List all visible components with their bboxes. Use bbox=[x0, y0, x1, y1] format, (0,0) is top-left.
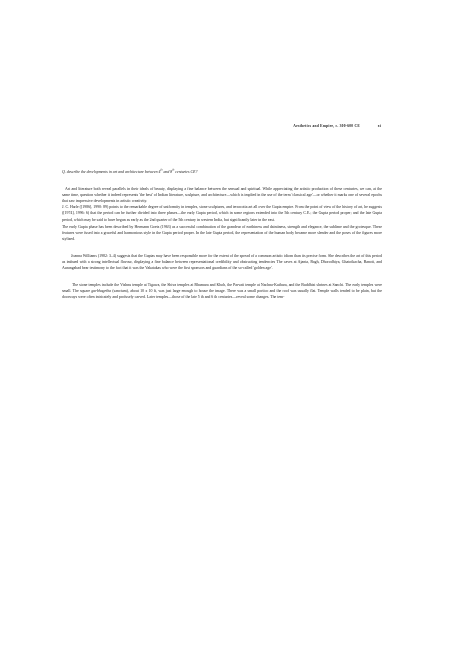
paragraph-harle-uniformity: J. C. Harle ([1986], 1990: 89) points to the remarkable degree of uniformity in temples, stone sculptures, and terracotta art all over the Gupta empire. From the point of view of the history of art, he suggests ([1974], 1996: 6) that the period can be further divided into three phases—the early Gupta period, which in some regions extended into the 5th century C.E.; the Gupta period proper; and the late Gupta period, which may be said to have begun as early as the 2nd quarter of the 5th century in western India, but significantly later in the east. bbox=[62, 205, 382, 222]
stone-temples-text-before: The stone temples include the Vishnu temple at Tigawa, the Shiva temples at Bhumara and Khoh, the Parvati temple at Nachna-Kuthara, and the Buddhist shrines at Sanchi. The early temples were small. The square bbox=[62, 283, 382, 294]
question-prefix: Q. describe the developments in art and architecture between 4 bbox=[62, 170, 161, 174]
question-sup-1: th bbox=[160, 168, 163, 172]
paragraph-stone-temples bbox=[62, 282, 382, 300]
paragraph-early-gupta-phase: The early Gupta phase has been described by Hermann Goetz (1963) as a successful combination of the grandeur of earthiness and daintiness, strength and elegance, the sublime and the grotesque. These features were fused into a graceful and harmonious style in the Gupta period proper. In the late Gupta period, the representation of the human body became more slender and the poses of the figures more stylized. bbox=[62, 224, 382, 241]
question-suffix: centuries CE? bbox=[174, 170, 198, 174]
term-garbhagriha: garbhagriha bbox=[91, 289, 112, 294]
question-heading bbox=[62, 169, 382, 175]
running-header-title: Aesthetics and Empire, c. 300-600 CE bbox=[293, 124, 360, 128]
stone-temples-text-after: (sanctum), about 10 x 10 ft, was just large enough to house the image. There was a small portico and the roof was usually flat. Temple walls tended to be plain, but the doorways were often intricately and profusely carved. Later temples—those of the late 5 th and 6 th centuries—reveal some changes. The tem- bbox=[62, 289, 383, 300]
page-content bbox=[62, 169, 382, 301]
page-number: xi bbox=[377, 124, 381, 128]
question-middle: and 8 bbox=[162, 170, 173, 174]
paragraph-art-and-literature: Art and literature both reveal parallels in their ideals of beauty, displaying a fine balance between the sensual and spiritual. While appreciating the artistic production of these centuries, we can, at the same time, question whether it indeed represents 'the best' of Indian literature, sculpture, and architecture—which is implied in the use of the term 'classical age'—or whether it marks one of several epochs that saw impressive developments in artistic creativity. bbox=[62, 187, 382, 204]
question-sup-2: th bbox=[172, 168, 175, 172]
paragraph-joanna-williams: Joanna Williams (1982: 3–4) suggests that the Guptas may have been responsible more for the extent of the spread of a common artistic idiom than its precise form. She describes the art of this period as imbued with a strong intellectual flavour, displaying a fine balance between representational credibility and obstructing tendencies The caves at Ajanta, Bagh, Dhorodhiya, Ghatotkacha, Banoti, and Aurangabad bear testimony to the fact that it was the Vakatakas who were the first sponsors and guardians of the so-called 'golden age'. bbox=[62, 253, 382, 271]
